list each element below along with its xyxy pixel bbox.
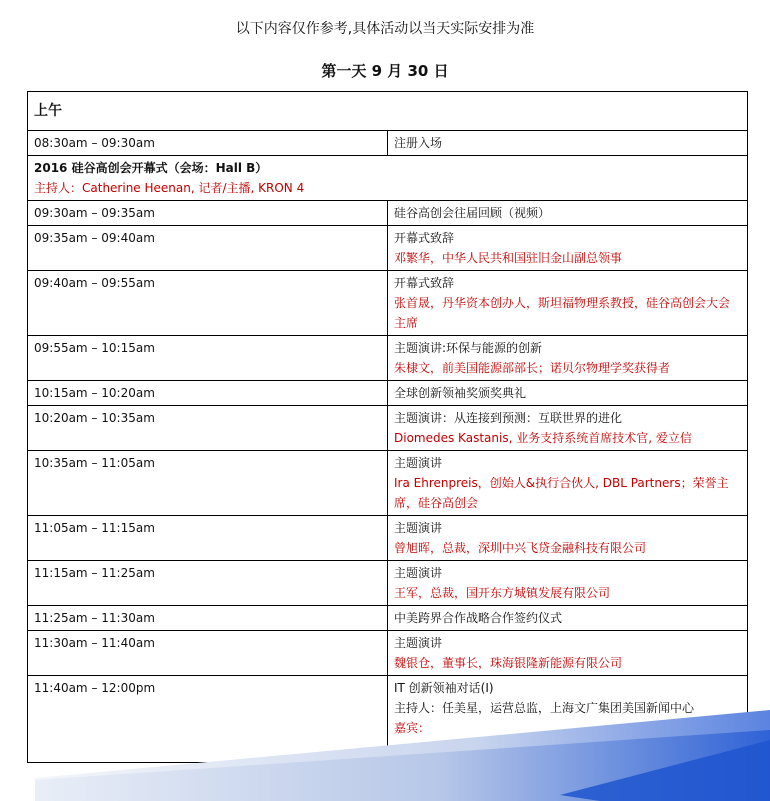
speaker-line: 嘉宾：: [394, 721, 431, 735]
time-cell: 10:15am – 10:20am: [28, 381, 388, 406]
agenda-row: [28, 516, 748, 561]
time-cell: 11:30am – 11:40am: [28, 631, 388, 676]
time-cell: 11:25am – 11:30am: [28, 606, 388, 631]
session-cell: [28, 156, 748, 201]
agenda-table: [27, 91, 748, 763]
agenda-row: [28, 406, 748, 451]
section-header: 上午: [28, 92, 748, 131]
session-title: 主持人：任美星，运营总监，上海文广集团美国新闻中心: [394, 701, 695, 715]
session-title: 主题演讲: [394, 456, 443, 470]
agenda-row: [28, 631, 748, 676]
time-cell: 09:30am – 09:35am: [28, 201, 388, 226]
time-cell: 08:30am – 09:30am: [28, 131, 388, 156]
time-cell: 11:05am – 11:15am: [28, 516, 388, 561]
time-cell: 11:40am – 12:00pm: [28, 676, 388, 763]
session-title: 开幕式致辞: [394, 231, 455, 245]
agenda-row: [28, 156, 748, 201]
footer-banner: [0, 700, 770, 801]
session-cell: [388, 131, 748, 156]
session-cell: [388, 226, 748, 271]
time-cell: 11:15am – 11:25am: [28, 561, 388, 606]
session-title: 开幕式致辞: [394, 276, 455, 290]
session-title: 全球创新领袖奖颁奖典礼: [394, 386, 527, 400]
agenda-row: [28, 561, 748, 606]
session-cell: [388, 381, 748, 406]
time-cell: 10:35am – 11:05am: [28, 451, 388, 516]
session-cell: [388, 271, 748, 336]
session-title: 主题演讲: [394, 636, 443, 650]
agenda-row: [28, 451, 748, 516]
agenda-row: [28, 201, 748, 226]
session-title: 主题演讲:环保与能源的创新: [394, 341, 543, 355]
speaker-line: 邓繁华，中华人民共和国驻旧金山副总领事: [394, 251, 623, 265]
session-title: 中美跨界合作战略合作签约仪式: [394, 611, 563, 625]
session-title: 主题演讲: [394, 521, 443, 535]
session-cell: [388, 631, 748, 676]
session-cell: [388, 451, 748, 516]
speaker-line: Diomedes Kastanis, 业务支持系统首席技术官, 爱立信: [394, 431, 692, 445]
time-cell: 09:55am – 10:15am: [28, 336, 388, 381]
session-cell: [388, 336, 748, 381]
speaker-line: 朱棣文，前美国能源部部长；诺贝尔物理学奖获得者: [394, 361, 671, 375]
agenda-row: [28, 381, 748, 406]
agenda-row: [28, 271, 748, 336]
section-header-row: [28, 92, 748, 131]
session-cell: [388, 606, 748, 631]
agenda-row: [28, 131, 748, 156]
session-cell: [388, 201, 748, 226]
session-title: 注册入场: [394, 136, 443, 150]
time-cell: 09:35am – 09:40am: [28, 226, 388, 271]
agenda-row: [28, 336, 748, 381]
speaker-line: Ira Ehrenpreis，创始人&执行合伙人, DBL Partners；荣誉主席，硅谷高创会: [394, 476, 729, 510]
session-title: 硅谷高创会往届回顾（视频）: [394, 206, 551, 220]
time-cell: 10:20am – 10:35am: [28, 406, 388, 451]
session-title: 主题演讲: [394, 566, 443, 580]
speaker-line: 王军，总裁，国开东方城镇发展有限公司: [394, 586, 611, 600]
session-title: 主题演讲：从连接到预测：互联世界的进化: [394, 411, 623, 425]
day-title: 第一天 9 月 30 日: [321, 62, 449, 80]
agenda-row: [28, 226, 748, 271]
session-cell: [388, 561, 748, 606]
speaker-line: 主持人：Catherine Heenan, 记者/主播, KRON 4: [34, 181, 305, 195]
speaker-line: 曾旭晖，总裁，深圳中兴飞贷金融科技有限公司: [394, 541, 647, 555]
agenda-row: [28, 606, 748, 631]
time-cell: 09:40am – 09:55am: [28, 271, 388, 336]
session-title: 2016 硅谷高创会开幕式（会场：Hall B）: [34, 161, 268, 175]
session-cell: [388, 406, 748, 451]
speaker-line: 张首晟，丹华资本创办人，斯坦福物理系教授，硅谷高创会大会主席: [394, 296, 731, 330]
notice-text: 以下内容仅作参考,具体活动以当天实际安排为准: [235, 21, 535, 37]
speaker-line: 魏银仓，董事长，珠海银隆新能源有限公司: [394, 656, 623, 670]
session-cell: [388, 516, 748, 561]
session-title: IT 创新领袖对话(I): [394, 681, 494, 695]
